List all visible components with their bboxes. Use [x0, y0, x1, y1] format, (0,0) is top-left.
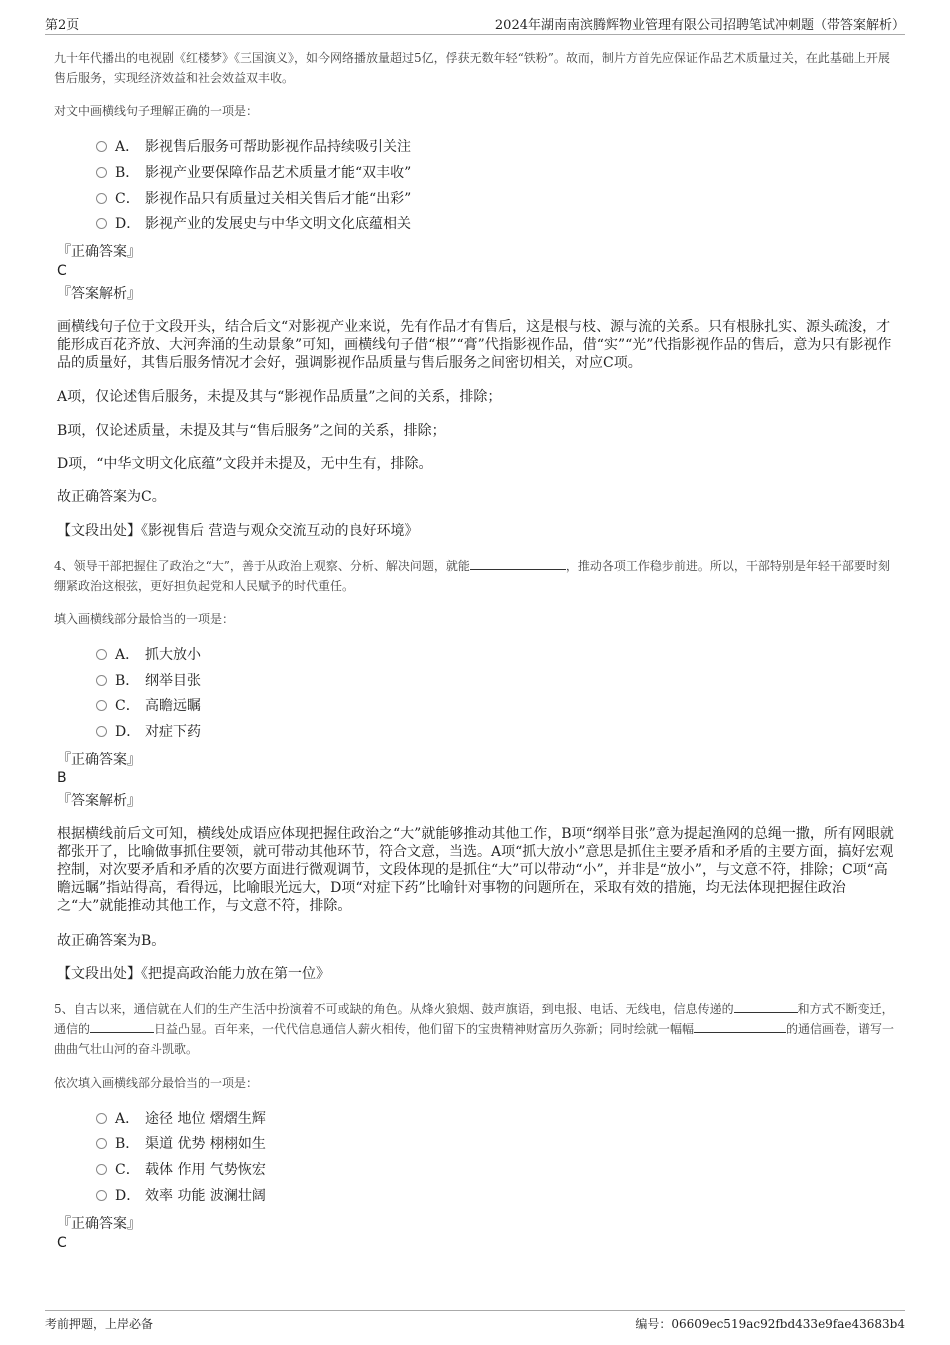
radio-icon[interactable] [96, 1190, 107, 1201]
radio-icon[interactable] [96, 141, 107, 152]
q5-option-c[interactable]: C． 载体 作用 气势恢宏 [96, 1160, 266, 1180]
radio-icon[interactable] [96, 1113, 107, 1124]
q4-source: 【文段出处】《把提高政治能力放在第一位》 [57, 966, 330, 982]
radio-icon[interactable] [96, 726, 107, 737]
q4-conclusion: 故正确答案为B。 [57, 933, 166, 949]
q4-analysis: 根据横线前后文可知，横线处成语应体现把握住政治之“大”就能够推动其他工作，B项“纲举目张”意为提起渔网的总绳一撒，所有网眼就都张开了，比喻做事抓住要领，就可带动其他环节，符合文意，当选。A项“抓大放小”意思是抓住主要矛盾和矛盾的主要方面，搞好宏观控制，对次要矛盾和矛盾的次要方面进行微观调节，文段体现的是抓住“大”可以带动“小”，并非是“放小”，与文意不符，排除；C项“高瞻远瞩”指站得高，看得远，比喻眼光远大，D项“对症下药”比喻针对事物的问题所在，采取有效的措施，均无法体现把握住政治之“大”就能推动其他工作，与文意不符，排除。 [57, 826, 894, 914]
q4-option-a[interactable]: A． 抓大放小 [96, 645, 201, 665]
q3-source: 【文段出处】《影视售后 营造与观众交流互动的良好环境》 [57, 523, 419, 539]
q5-stem: 5、自古以来，通信就在人们的生产生活中扮演着不可或缺的角色。从烽火狼烟、鼓声旗语，到电报、电话、无线电，信息传递的 和方式不断变迁，通信的 日益凸显。百年来，一代代信息通信人薪火相传，他们留下的宝贵精神财富历久弥新；同时绘就一幅幅 的通信画卷，谱写一曲曲气壮山河的奋斗凯歌。 [54, 1002, 895, 1056]
q3-analysis-label: 『答案解析』 [57, 286, 141, 302]
radio-icon[interactable] [96, 193, 107, 204]
radio-icon[interactable] [96, 218, 107, 229]
q5-option-b[interactable]: B． 渠道 优势 栩栩如生 [96, 1134, 266, 1154]
document-title: 2024年湖南南滨腾辉物业管理有限公司招聘笔试冲刺题（带答案解析） [494, 18, 905, 33]
q5-answer: C [57, 1235, 67, 1251]
q3-option-b[interactable]: B． 影视产业要保障作品艺术质量才能“双丰收” [96, 163, 411, 183]
q4-answer-label: 『正确答案』 [57, 752, 141, 768]
q3-prompt: 对文中画横线句子理解正确的一项是： [54, 104, 259, 118]
q3-note-a: A项，仅论述售后服务，未提及其与“影视作品质量”之间的关系，排除； [57, 389, 502, 405]
document-serial: 编号：06609ec519ac92fbd433e9fae43683b4 [635, 1317, 905, 1331]
radio-icon[interactable] [96, 675, 107, 686]
footer-slogan: 考前押题，上岸必备 [45, 1317, 154, 1331]
q4-prompt: 填入画横线部分最恰当的一项是： [54, 612, 235, 626]
q5-prompt: 依次填入画横线部分最恰当的一项是： [54, 1076, 259, 1090]
q5-option-a[interactable]: A． 途径 地位 熠熠生辉 [96, 1109, 266, 1129]
fill-blank [470, 557, 566, 570]
page-number: 第2页 [45, 18, 80, 33]
q3-option-d[interactable]: D． 影视产业的发展史与中华文明文化底蕴相关 [96, 214, 411, 234]
q3-passage: 九十年代播出的电视剧《红楼梦》《三国演义》，如今网络播放量超过5亿，俘获无数年轻“铁粉”。故而，制片方首先应保证作品艺术质量过关，在此基础上开展售后服务，实现经济效益和社会效益双丰收。 [54, 51, 890, 85]
q3-answer-label: 『正确答案』 [57, 244, 141, 260]
q3-analysis: 画横线句子位于文段开头，结合后文“对影视产业来说，先有作品才有售后，这是根与枝、源与流的关系。只有根脉扎实、源头疏浚，才能形成百花齐放、大河奔涌的生动景象”可知，画横线句子借“根”“膏”代指影视作品，借“实”“光”代指影视作品的售后，意为只有影视作品的质量好，其售后服务情况才会好，强调影视作品质量与售后服务之间密切相关，对应C项。 [57, 319, 892, 371]
radio-icon[interactable] [96, 167, 107, 178]
q3-note-d: D项，“中华文明文化底蕴”文段并未提及，无中生有，排除。 [57, 456, 433, 472]
q3-answer: C [57, 263, 67, 279]
fill-blank [734, 1000, 798, 1013]
radio-icon[interactable] [96, 649, 107, 660]
q4-stem: 4、领导干部把握住了政治之“大”，善于从政治上观察、分析、解决问题，就能 ，推动各项工作稳步前进。所以，干部特别是年轻干部要时刻绷紧政治这根弦，更好担负起党和人民赋予的时代重任。 [54, 559, 890, 593]
q3-option-c[interactable]: C． 影视作品只有质量过关相关售后才能“出彩” [96, 189, 411, 209]
q5-option-d[interactable]: D． 效率 功能 波澜壮阔 [96, 1186, 266, 1206]
radio-icon[interactable] [96, 1138, 107, 1149]
q4-analysis-label: 『答案解析』 [57, 793, 141, 809]
page-footer [45, 1310, 905, 1331]
radio-icon[interactable] [96, 700, 107, 711]
q4-option-d[interactable]: D． 对症下药 [96, 722, 201, 742]
radio-icon[interactable] [96, 1164, 107, 1175]
q3-note-b: B项，仅论述质量，未提及其与“售后服务”之间的关系，排除； [57, 423, 446, 439]
page-header [45, 12, 905, 35]
q4-option-c[interactable]: C． 高瞻远瞩 [96, 696, 201, 716]
fill-blank [694, 1020, 786, 1033]
fill-blank [90, 1020, 154, 1033]
q4-answer: B [57, 770, 67, 786]
q4-option-b[interactable]: B． 纲举目张 [96, 671, 201, 691]
q3-option-a[interactable]: A． 影视售后服务可帮助影视作品持续吸引关注 [96, 137, 411, 157]
q3-conclusion: 故正确答案为C。 [57, 489, 166, 505]
q5-answer-label: 『正确答案』 [57, 1216, 141, 1232]
